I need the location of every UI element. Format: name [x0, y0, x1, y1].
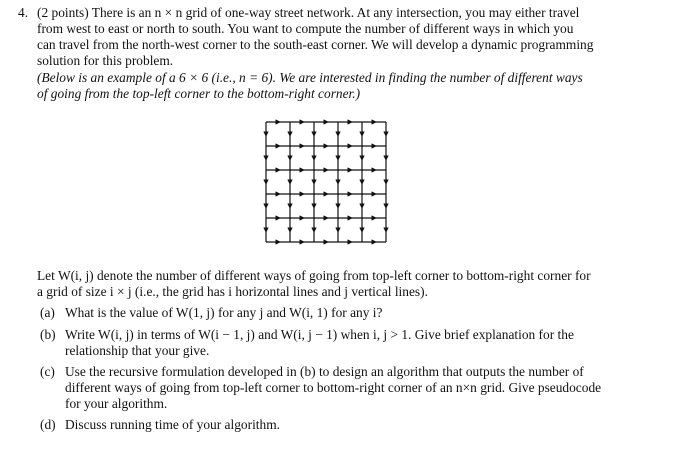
- part-b-line-1: Write W(i, j) in terms of W(i − 1, j) and W(i, j − 1) when i, j > 1. Give brief explanation for the: [65, 327, 574, 342]
- part-d-line-1: Discuss running time of your algorithm.: [65, 417, 280, 432]
- part-c-line-2: different ways of going from top-left corner to bottom-right corner of an n×n grid. Give pseudocode: [65, 380, 602, 395]
- part-c-label: (c): [40, 364, 55, 379]
- part-c-line-3: for your algorithm.: [65, 396, 168, 411]
- intro-line-2: from west to east or north to south. You want to compute the number of different ways in which you: [37, 21, 574, 36]
- street-grid-diagram: [262, 118, 390, 246]
- part-c-line-1: Use the recursive formulation developed in (b) to design an algorithm that outputs the number of: [65, 364, 584, 379]
- part-d-label: (d): [40, 417, 56, 432]
- intro-line-1: (2 points) There is an n × n grid of one-way street network. At any intersection, you may either travel: [37, 5, 580, 20]
- part-a-line-1: What is the value of W(1, j) for any j and W(i, 1) for any i?: [65, 305, 383, 320]
- intro-line-4: solution for this problem.: [37, 53, 174, 68]
- definition-line-1: Let W(i, j) denote the number of different ways of going from top-left corner to bottom-right corner for: [37, 268, 591, 283]
- part-b-line-2: relationship that your give.: [65, 343, 210, 358]
- part-b-label: (b): [40, 327, 56, 342]
- problem-number: 4.: [18, 5, 29, 20]
- example-line-1: (Below is an example of a 6 × 6 (i.e., n = 6). We are interested in finding the number of different ways: [37, 70, 583, 85]
- definition-line-2: a grid of size i × j (i.e., the grid has i horizontal lines and j vertical lines).: [37, 284, 428, 299]
- intro-line-3: can travel from the north-west corner to the south-east corner. We will develop a dynamic programming: [37, 37, 594, 52]
- part-a-label: (a): [40, 305, 55, 320]
- example-line-2: of going from the top-left corner to the bottom-right corner.): [37, 86, 361, 101]
